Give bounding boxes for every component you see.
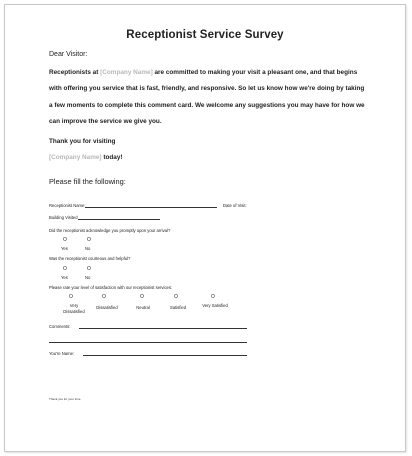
q1-no-radio[interactable]: O: [87, 237, 91, 243]
rating-3-label: Neutral: [136, 305, 150, 310]
comments-field-line-2[interactable]: [49, 342, 247, 343]
q2-no-label: No: [85, 275, 91, 280]
rating-2-radio[interactable]: O: [102, 294, 106, 300]
thanks-today: today!: [101, 154, 123, 162]
your-name-label: You're Name:: [49, 351, 75, 356]
building-visited-field[interactable]: [78, 219, 160, 220]
rating-4-label: Satisfied: [169, 305, 187, 310]
rating-1-radio[interactable]: O: [69, 294, 73, 300]
intro-text-after: are committed to making your visit a pleasant one, and that begins with offering you service that is fast, friendly, and responsive. So let us know how we're doing by taking a few moments to complete this comment card. We welcome any suggestions you may have for how we can improve the service we give you.: [49, 69, 365, 126]
comments-field-line-1[interactable]: [79, 328, 247, 329]
question-satisfaction: Please rate your level of satisfaction with our receptionist services:: [49, 285, 173, 290]
thanks-company-placeholder: [Company Name]: [49, 154, 102, 162]
q1-no-label: No: [85, 246, 91, 251]
company-placeholder: [Company Name]: [100, 69, 153, 76]
rating-5-label: Very Satisfied: [202, 303, 228, 308]
rating-2-label: Dissatisfied: [96, 305, 118, 310]
receptionist-name-field[interactable]: [85, 207, 217, 208]
building-visited-label: Building Visited: [49, 215, 78, 220]
receptionist-name-label: Receptionist Name:: [49, 203, 86, 208]
q2-no-radio[interactable]: O: [87, 266, 91, 272]
greeting: Dear Visitor:: [49, 51, 88, 58]
rating-1-label: Very Dissatisfied: [63, 303, 85, 314]
rating-4-radio[interactable]: O: [174, 294, 178, 300]
rating-3-radio[interactable]: O: [140, 294, 144, 300]
question-courteous: Was the receptionist courteous and helpful?: [49, 256, 131, 261]
footer-thanks: Thank you for your time: [49, 397, 81, 401]
comments-label: Comments:: [49, 324, 71, 329]
question-acknowledge: Did the receptionist acknowledge you promptly upon your arrival?: [49, 228, 171, 233]
document-page: [4, 4, 406, 452]
q2-yes-label: Yes: [61, 275, 68, 280]
q1-yes-label: Yes: [61, 246, 68, 251]
intro-text-before: Receptionists at: [49, 69, 101, 76]
document-title: Receptionist Service Survey: [126, 29, 284, 41]
q1-yes-radio[interactable]: O: [63, 237, 67, 243]
rating-5-radio[interactable]: O: [211, 294, 215, 300]
your-name-field[interactable]: [83, 355, 247, 356]
intro-paragraph: [49, 65, 367, 131]
date-of-visit-label: Date of Visit:: [223, 203, 247, 208]
fill-heading: Please fill the following:: [49, 177, 126, 186]
q2-yes-radio[interactable]: O: [63, 266, 67, 272]
thanks-block: [49, 134, 367, 167]
thanks-line: Thank you for visiting: [49, 138, 116, 145]
